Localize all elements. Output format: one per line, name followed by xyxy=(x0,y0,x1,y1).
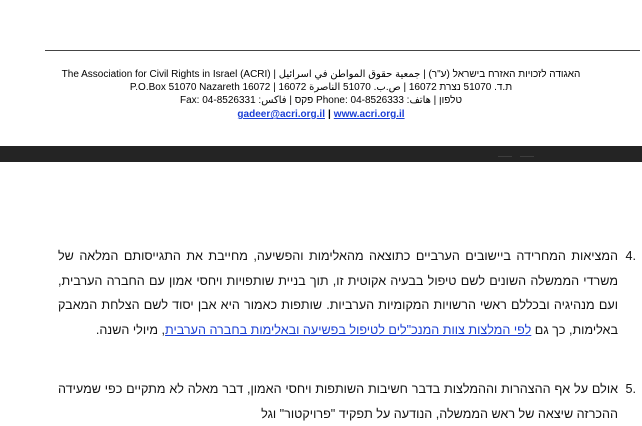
link-separator: | xyxy=(327,109,331,120)
paragraph-text: המציאות המחרידה ביישובים הערביים כתוצאה מהאלימות והפשיעה, מחייבת את התגייסותם המלאה של משרדי הממשלה השונים לשם טיפול בבעיה אקוטית זו, תוך בניית שותפויות ויחסי אמון עם החברה הערבית, ועם מנהיגיה ובכללם ראשי הרשויות המקומיות הערביות. שותפות כאמור היא אבן יסוד לשם הצלחת המאבק באלימות, כך גם xyxy=(58,249,618,337)
page-gap xyxy=(0,146,642,162)
paragraph-number: 4. xyxy=(625,249,636,263)
letterhead-links xyxy=(0,108,642,121)
letterhead-org-line: האגודה לזכויות האזרח בישראל (ע"ר) | جمعية حقوق المواطن في اسرائيل | The Association for Civil Rights in Israel (ACRI) xyxy=(61,69,581,80)
page-gap-mark xyxy=(520,150,534,157)
numbered-paragraph xyxy=(58,377,636,426)
paragraph-text: אולם על אף ההצהרות וההמלצות בדבר חשיבות השותפות ויחסי האמון, דבר מאלה לא מתקיים כפי שמעידה ההכרזה שיצאה של ראש הממשלה, הנודעה על תפקיד "פרויקטור" וגל xyxy=(58,382,618,421)
document-page-body xyxy=(0,162,642,421)
email-link[interactable]: gadeer@acri.org.il xyxy=(237,109,325,120)
numbered-paragraph xyxy=(58,244,636,342)
document-page-top xyxy=(0,0,642,146)
page-gap-mark xyxy=(498,150,512,157)
paragraph-text-end: , מיולי השנה. xyxy=(95,322,166,337)
report-link[interactable]: לפי המלצות צוות המנכ"לים לטיפול בפשיעה ובאלימות בחברה הערבית xyxy=(165,322,532,337)
letterhead-address-line: ת.ד. 51070 נצרת 16072 | ص.ب. 51070 الناصرة 16072 | P.O.Box 51070 Nazareth 16072 xyxy=(129,82,513,93)
paragraph-number: 5. xyxy=(625,382,636,396)
letterhead-phone-line: טלפון | هاتف: Phone: 04-8526333 פקס | فاكس: Fax: 04-8526331 xyxy=(180,95,462,106)
header-rule xyxy=(45,50,640,51)
letterhead xyxy=(0,68,642,121)
website-link[interactable]: www.acri.org.il xyxy=(333,109,405,120)
